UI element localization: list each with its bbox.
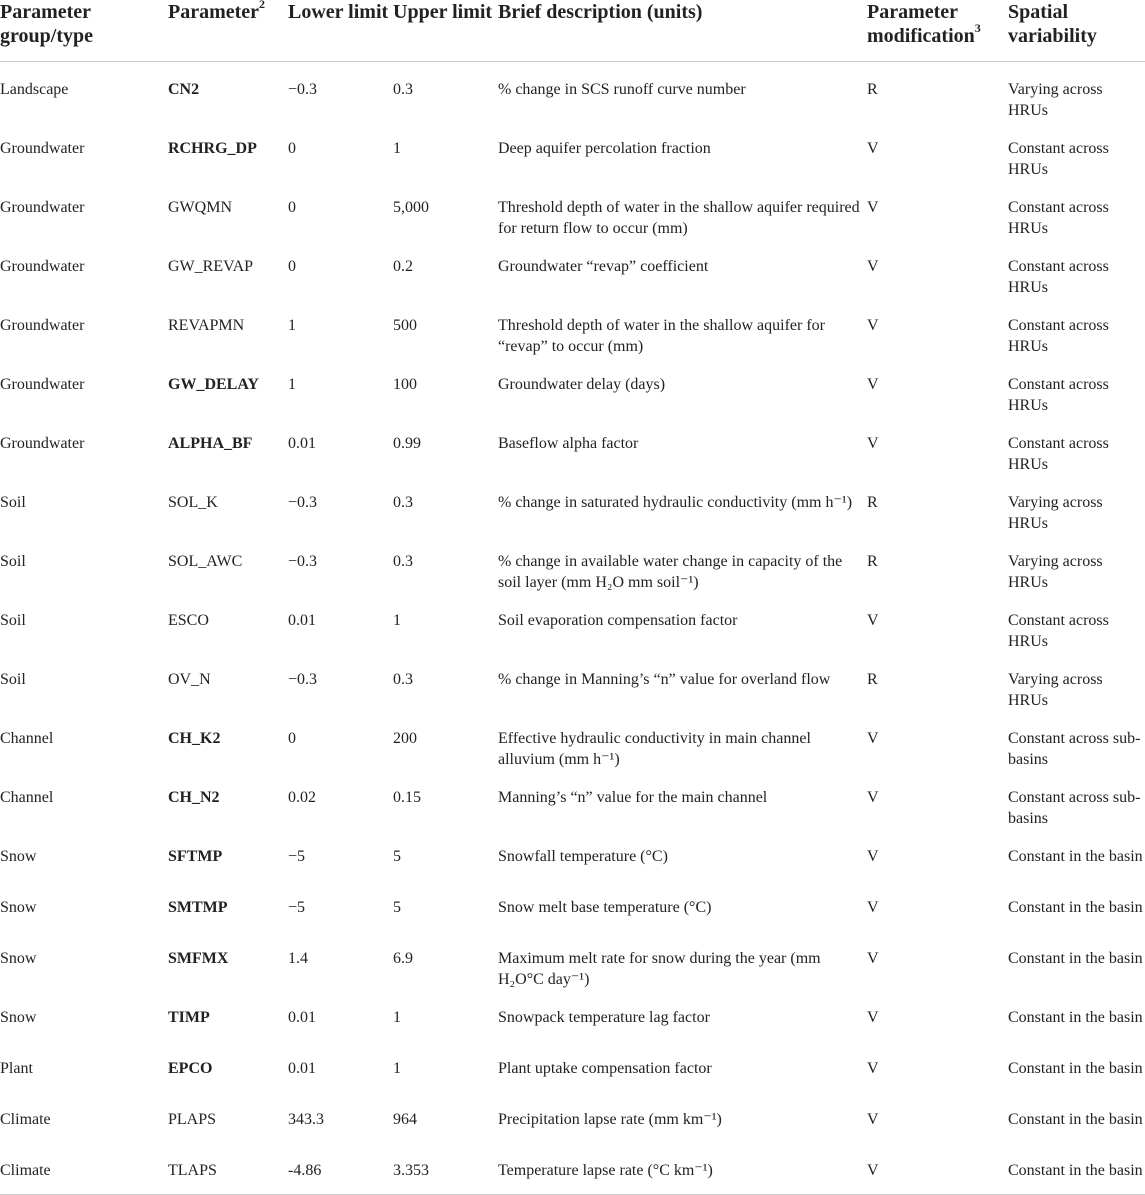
cell-group: Snow — [0, 848, 37, 865]
cell-parameter: TLAPS — [168, 1143, 288, 1195]
cell-upper-limit: 0.2 — [393, 258, 413, 275]
header-parameter-footnote: 2 — [259, 0, 266, 12]
cell-parameter: GW_DELAY — [168, 376, 259, 393]
cell-lower-limit: 0 — [288, 199, 296, 216]
cell-parameter: EPCO — [168, 1060, 213, 1077]
cell-group: Channel — [0, 730, 54, 747]
cell-upper-limit: 0.15 — [393, 789, 421, 806]
cell-parameter: GWQMN — [168, 199, 232, 216]
table-row — [0, 711, 1145, 770]
cell-lower-limit: 0.01 — [288, 612, 316, 629]
cell-description: Snowpack temperature lag factor — [498, 1009, 710, 1026]
table-row — [0, 652, 1145, 711]
cell-upper-limit: 1 — [393, 140, 401, 157]
cell-description: Effective hydraulic conductivity in main channel alluvium (mm h⁻¹) — [498, 730, 811, 768]
cell-upper-limit: 5 — [393, 848, 401, 865]
cell-spatial-variability: Constant in the basin — [1008, 1060, 1143, 1077]
cell-spatial-variability: Constant in the basin — [1008, 950, 1143, 967]
cell-upper-limit: 5 — [393, 899, 401, 916]
table-row — [0, 1143, 1145, 1195]
cell-spatial-variability: Constant in the basin — [1008, 1143, 1145, 1195]
cell-description: Manning’s “n” value for the main channel — [498, 789, 768, 806]
cell-upper-limit: 1 — [393, 1060, 401, 1077]
cell-upper-limit: 200 — [393, 730, 417, 747]
table-row — [0, 475, 1145, 534]
cell-description: Threshold depth of water in the shallow aquifer required for return flow to occur (mm) — [498, 199, 860, 237]
cell-modification: R — [867, 81, 878, 98]
cell-lower-limit: 1 — [288, 376, 296, 393]
cell-parameter: GW_REVAP — [168, 258, 254, 275]
table-row — [0, 770, 1145, 829]
cell-group: Soil — [0, 553, 26, 570]
cell-parameter: SMTMP — [168, 899, 228, 916]
table-row — [0, 1041, 1145, 1092]
cell-lower-limit: 0.02 — [288, 789, 316, 806]
table-row — [0, 121, 1145, 180]
table-row — [0, 534, 1145, 593]
table-row — [0, 180, 1145, 239]
cell-description: % change in available water change in capacity of the soil layer (mm H₂O mm soil⁻¹) — [498, 553, 843, 591]
cell-upper-limit: 0.3 — [393, 81, 413, 98]
cell-modification: V — [867, 612, 879, 629]
cell-lower-limit: −5 — [288, 848, 306, 865]
cell-spatial-variability: Varying across HRUs — [1008, 494, 1103, 532]
cell-group: Snow — [0, 1009, 37, 1026]
table-row — [0, 62, 1145, 122]
cell-spatial-variability: Constant across HRUs — [1008, 376, 1109, 414]
cell-spatial-variability: Constant across sub-basins — [1008, 730, 1141, 768]
cell-parameter: CN2 — [168, 81, 200, 98]
cell-lower-limit: 1 — [288, 317, 296, 334]
cell-parameter: ALPHA_BF — [168, 435, 253, 452]
cell-description: Precipitation lapse rate (mm km⁻¹) — [498, 1111, 722, 1128]
cell-spatial-variability: Constant across HRUs — [1008, 258, 1109, 296]
header-description: Brief description (units) — [498, 0, 867, 62]
cell-description: Soil evaporation compensation factor — [498, 612, 738, 629]
cell-description: Plant uptake compensation factor — [498, 1060, 712, 1077]
cell-modification: V — [867, 435, 879, 452]
header-row — [0, 0, 1145, 62]
cell-parameter: SMFMX — [168, 950, 229, 967]
header-modification: Parameter modification$^3$ — [867, 0, 1008, 62]
cell-modification: R — [867, 553, 878, 570]
cell-group: Groundwater — [0, 258, 85, 275]
cell-upper-limit: 3.353 — [393, 1143, 498, 1195]
cell-lower-limit: −0.3 — [288, 671, 318, 688]
cell-group: Landscape — [0, 81, 69, 98]
table-row — [0, 593, 1145, 652]
cell-spatial-variability: Constant across HRUs — [1008, 199, 1109, 237]
cell-description: Maximum melt rate for snow during the year (mm H₂O°C day⁻¹) — [498, 950, 821, 988]
table-row — [0, 880, 1145, 931]
cell-group: Groundwater — [0, 435, 85, 452]
cell-description: Snow melt base temperature (°C) — [498, 899, 712, 916]
cell-description: Groundwater delay (days) — [498, 376, 666, 393]
cell-lower-limit: 0.01 — [288, 1009, 316, 1026]
cell-upper-limit: 1 — [393, 1009, 401, 1026]
cell-group: Soil — [0, 494, 26, 511]
cell-spatial-variability: Constant across sub-basins — [1008, 789, 1141, 827]
cell-modification: V — [867, 950, 879, 967]
table-row — [0, 1092, 1145, 1143]
cell-lower-limit: 0.01 — [288, 435, 316, 452]
cell-lower-limit: 0 — [288, 730, 296, 747]
cell-parameter: RCHRG_DP — [168, 140, 257, 157]
header-parameter: Parameter$^2$ — [168, 0, 288, 62]
cell-lower-limit: 0 — [288, 258, 296, 275]
cell-parameter: OV_N — [168, 671, 211, 688]
cell-modification: V — [867, 140, 879, 157]
cell-modification: V — [867, 317, 879, 334]
cell-group: Channel — [0, 789, 54, 806]
cell-lower-limit: 343.3 — [288, 1111, 324, 1128]
cell-modification: V — [867, 1009, 879, 1026]
header-upper-limit: Upper limit — [393, 0, 498, 62]
cell-parameter: ESCO — [168, 612, 209, 629]
cell-modification: V — [867, 1060, 879, 1077]
cell-modification: V — [867, 1111, 879, 1128]
cell-group: Soil — [0, 671, 26, 688]
cell-description: Baseflow alpha factor — [498, 435, 639, 452]
cell-upper-limit: 500 — [393, 317, 417, 334]
cell-parameter: CH_N2 — [168, 789, 220, 806]
cell-upper-limit: 0.3 — [393, 671, 413, 688]
cell-parameter: CH_K2 — [168, 730, 221, 747]
cell-description: Groundwater “revap” coefficient — [498, 258, 709, 275]
cell-group: Climate — [0, 1111, 51, 1128]
cell-description: Snowfall temperature (°C) — [498, 848, 668, 865]
cell-parameter: PLAPS — [168, 1111, 217, 1128]
cell-modification: V — [867, 789, 879, 806]
cell-modification: V — [867, 258, 879, 275]
cell-parameter: TIMP — [168, 1009, 210, 1026]
cell-upper-limit: 5,000 — [393, 199, 429, 216]
table-body — [0, 62, 1145, 1195]
table-header — [0, 0, 1145, 62]
cell-upper-limit: 100 — [393, 376, 417, 393]
cell-spatial-variability: Constant in the basin — [1008, 1009, 1143, 1026]
cell-description: Temperature lapse rate (°C km⁻¹) — [498, 1143, 867, 1195]
table-row — [0, 829, 1145, 880]
header-lower-limit: Lower limit — [288, 0, 393, 62]
cell-parameter: SFTMP — [168, 848, 223, 865]
cell-spatial-variability: Constant in the basin — [1008, 899, 1143, 916]
header-spatial-variability: Spatial variability — [1008, 0, 1145, 62]
cell-modification: R — [867, 494, 878, 511]
cell-lower-limit: 0.01 — [288, 1060, 316, 1077]
header-modification-footnote: 3 — [974, 21, 981, 36]
cell-modification: V — [867, 730, 879, 747]
table-row — [0, 298, 1145, 357]
cell-spatial-variability: Constant across HRUs — [1008, 140, 1109, 178]
cell-lower-limit: 0 — [288, 140, 296, 157]
cell-modification: V — [867, 1143, 1008, 1195]
cell-spatial-variability: Varying across HRUs — [1008, 81, 1103, 119]
cell-spatial-variability: Constant across HRUs — [1008, 435, 1109, 473]
cell-modification: V — [867, 899, 879, 916]
cell-group: Groundwater — [0, 376, 85, 393]
cell-modification: V — [867, 376, 879, 393]
cell-group: Soil — [0, 612, 26, 629]
cell-group: Snow — [0, 899, 37, 916]
cell-lower-limit: 1.4 — [288, 950, 308, 967]
cell-upper-limit: 6.9 — [393, 950, 413, 967]
cell-spatial-variability: Constant in the basin — [1008, 1111, 1143, 1128]
cell-upper-limit: 0.3 — [393, 494, 413, 511]
cell-spatial-variability: Constant across HRUs — [1008, 612, 1109, 650]
cell-group: Snow — [0, 950, 37, 967]
cell-parameter: SOL_K — [168, 494, 218, 511]
table-row — [0, 990, 1145, 1041]
cell-spatial-variability: Constant across HRUs — [1008, 317, 1109, 355]
cell-modification: R — [867, 671, 878, 688]
cell-parameter: SOL_AWC — [168, 553, 243, 570]
table-row — [0, 931, 1145, 990]
cell-description: % change in saturated hydraulic conductivity (mm h⁻¹) — [498, 494, 853, 511]
cell-upper-limit: 1 — [393, 612, 401, 629]
cell-lower-limit: −0.3 — [288, 81, 318, 98]
cell-upper-limit: 964 — [393, 1111, 417, 1128]
cell-group: Groundwater — [0, 317, 85, 334]
cell-lower-limit: −0.3 — [288, 553, 318, 570]
cell-group: Plant — [0, 1060, 33, 1077]
header-group: Parameter group/type — [0, 0, 168, 62]
cell-modification: V — [867, 848, 879, 865]
cell-description: % change in SCS runoff curve number — [498, 81, 746, 98]
cell-lower-limit: -4.86 — [288, 1143, 393, 1195]
table-row — [0, 357, 1145, 416]
cell-modification: V — [867, 199, 879, 216]
cell-spatial-variability: Varying across HRUs — [1008, 553, 1103, 591]
cell-spatial-variability: Varying across HRUs — [1008, 671, 1103, 709]
cell-upper-limit: 0.3 — [393, 553, 413, 570]
cell-parameter: REVAPMN — [168, 317, 245, 334]
cell-group: Groundwater — [0, 199, 85, 216]
cell-group: Groundwater — [0, 140, 85, 157]
cell-lower-limit: −5 — [288, 899, 306, 916]
table-row — [0, 416, 1145, 475]
cell-group: Climate — [0, 1143, 168, 1195]
cell-description: Deep aquifer percolation fraction — [498, 140, 711, 157]
cell-lower-limit: −0.3 — [288, 494, 318, 511]
cell-description: % change in Manning’s “n” value for overland flow — [498, 671, 831, 688]
cell-description: Threshold depth of water in the shallow aquifer for “revap” to occur (mm) — [498, 317, 826, 355]
cell-upper-limit: 0.99 — [393, 435, 421, 452]
cell-spatial-variability: Constant in the basin — [1008, 848, 1143, 865]
table-row — [0, 239, 1145, 298]
